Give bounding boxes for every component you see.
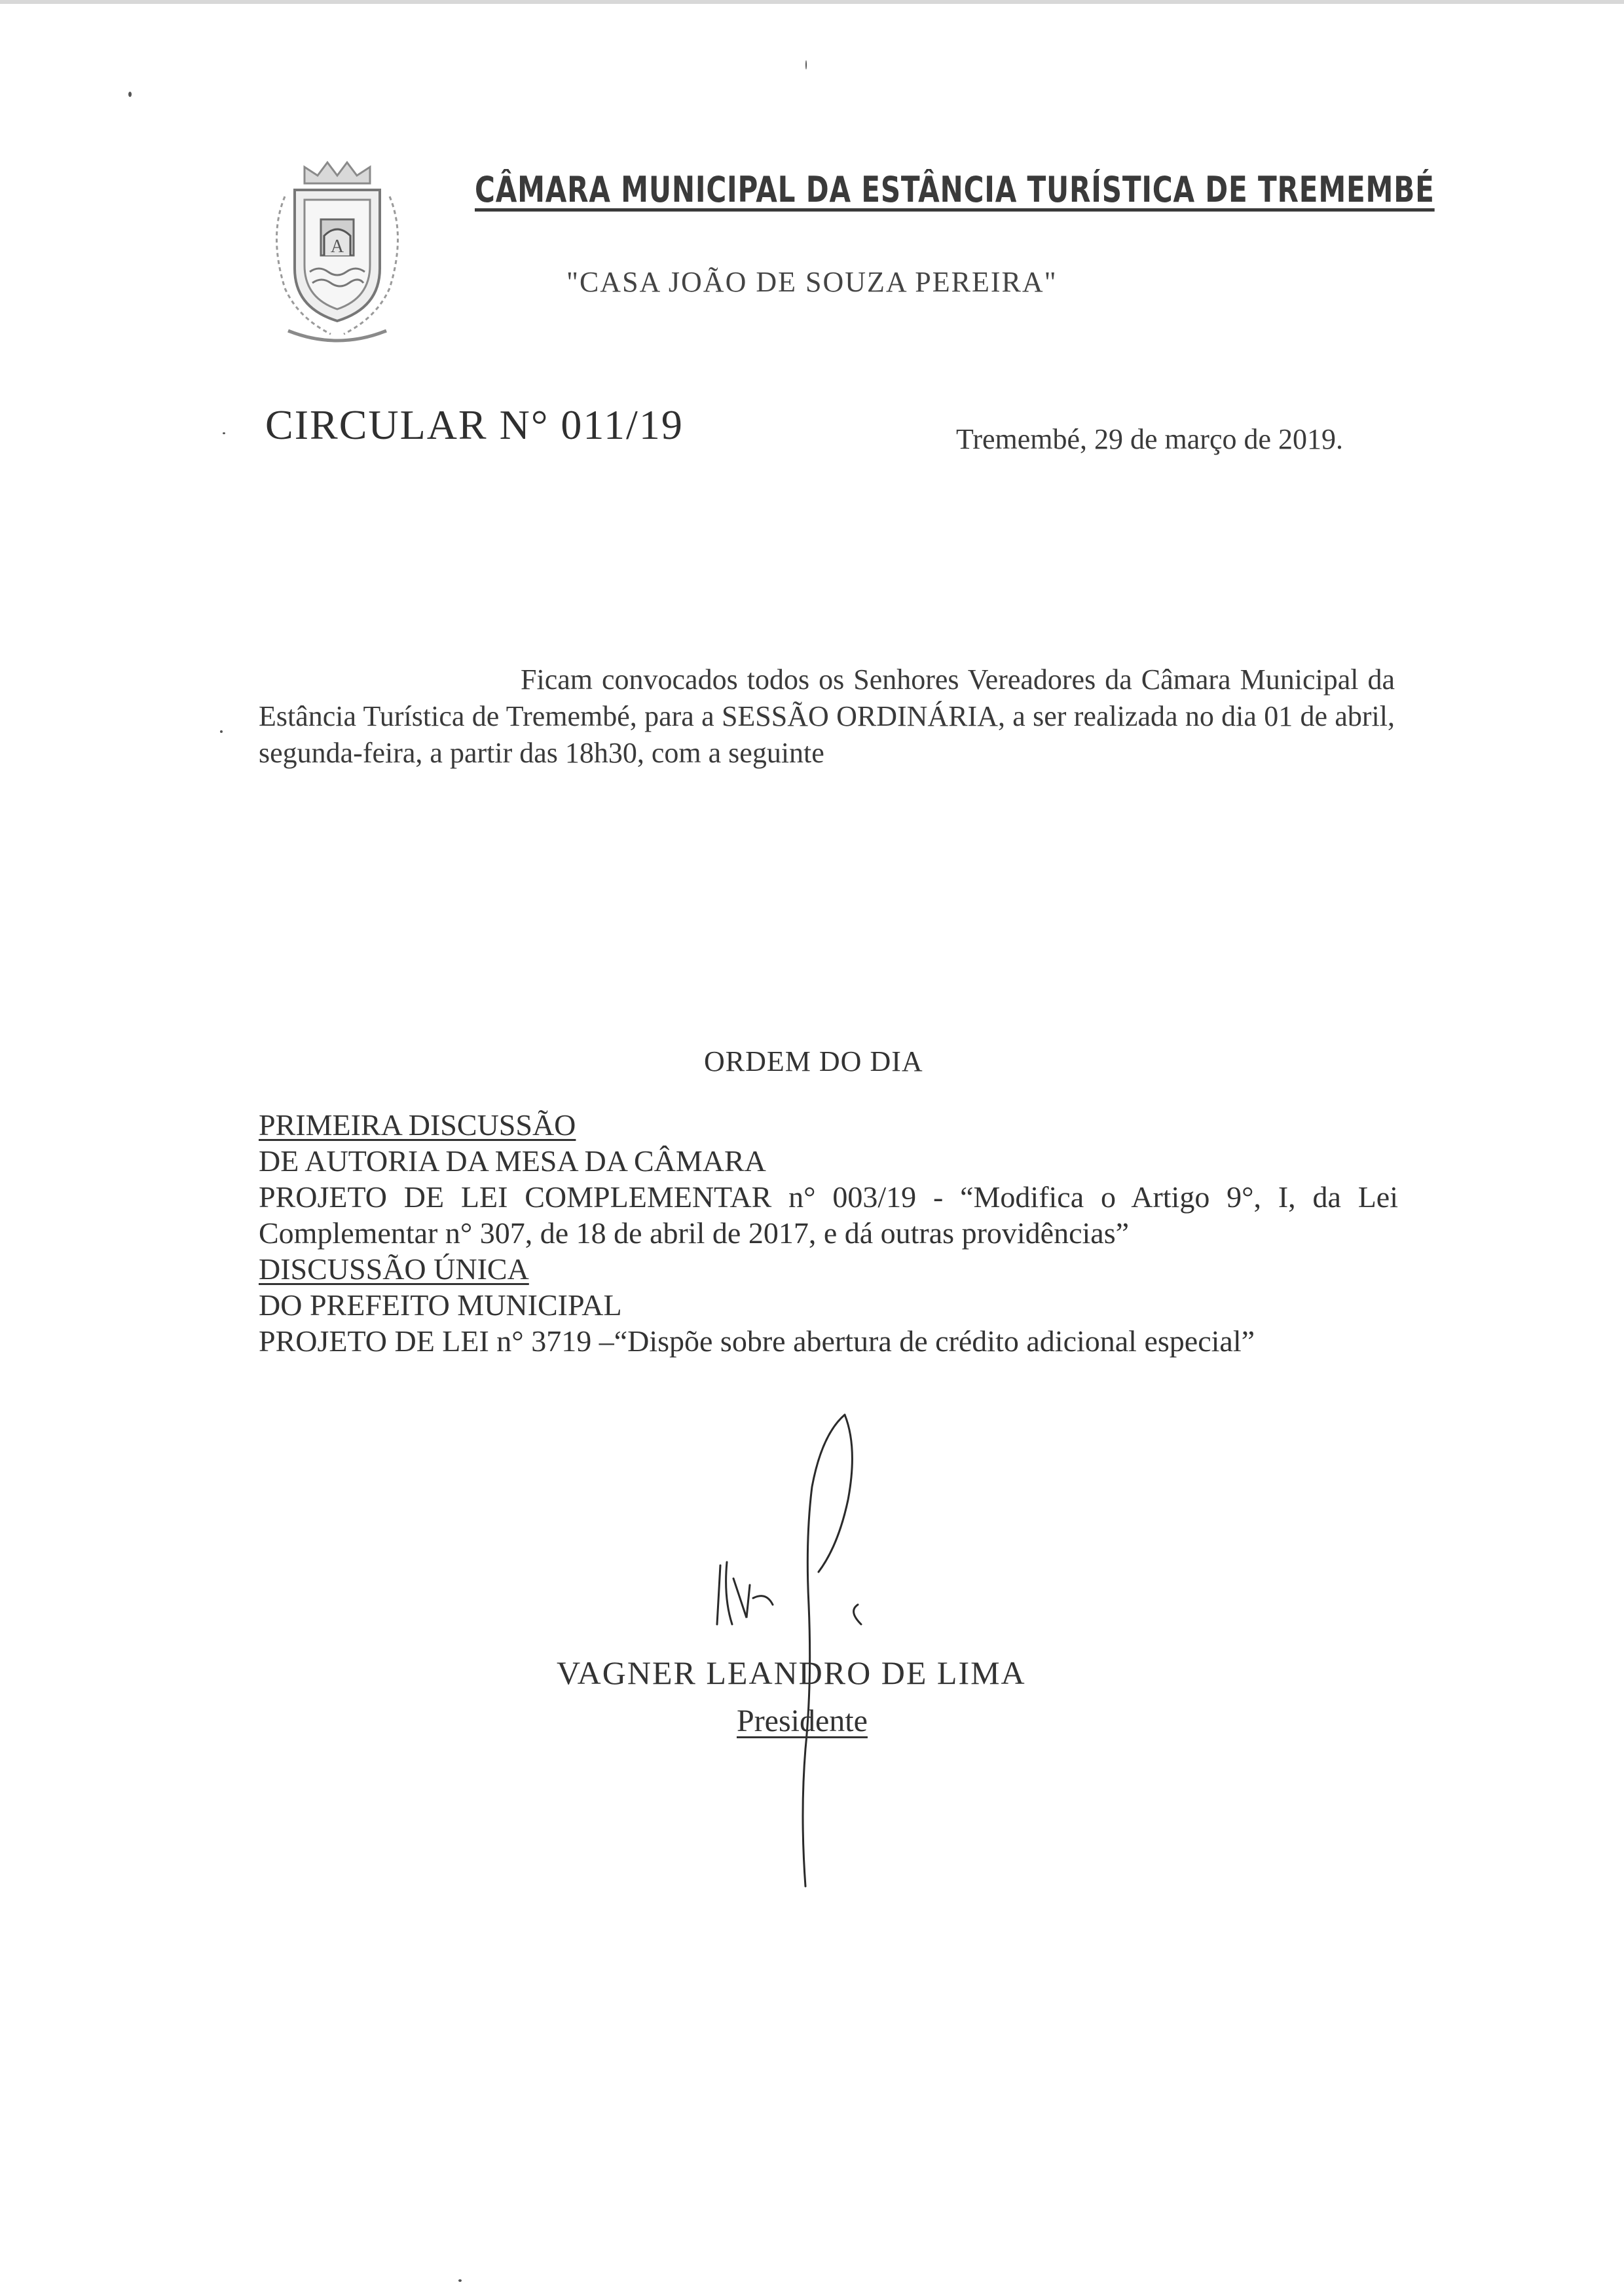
agenda-heading: ORDEM DO DIA	[704, 1045, 923, 1077]
agenda-item-author: DO PREFEITO MUNICIPAL	[259, 1288, 622, 1322]
signatory-name: VAGNER LEANDRO DE LIMA	[557, 1654, 1026, 1691]
agenda-list	[259, 1107, 1398, 1359]
agenda-item-text: PROJETO DE LEI COMPLEMENTAR n° 003/19 - “Modifica o Artigo 9°, I, da Lei Complementar n° 307, de 18 de abril de 2017, e dá outras providências”	[259, 1180, 1398, 1250]
document-date: Tremembé, 29 de março de 2019.	[956, 423, 1344, 455]
coat-of-arms-icon	[259, 157, 416, 354]
scan-edge	[0, 0, 1624, 4]
institution-title: CÂMARA MUNICIPAL DA ESTÂNCIA TURÍSTICA DE TREMEMBÉ	[475, 169, 1435, 210]
scan-speck	[128, 92, 132, 97]
scan-speck	[223, 432, 225, 434]
agenda-item-text: PROJETO DE LEI n° 3719 –“Dispõe sobre abertura de crédito adicional especial”	[259, 1324, 1255, 1358]
convocation-paragraph: Ficam convocados todos os Senhores Vereadores da Câmara Municipal da Estância Turística de Tremembé, para a SESSÃO ORDINÁRIA, a ser realizada no dia 01 de abril, segunda-feira, a partir das 18h30, com a seguinte	[259, 663, 1395, 769]
scan-speck	[220, 730, 223, 733]
agenda-section-title: PRIMEIRA DISCUSSÃO	[259, 1108, 576, 1142]
scan-speck	[805, 60, 807, 69]
handwritten-signature	[707, 1408, 891, 1893]
house-name: "CASA JOÃO DE SOUZA PEREIRA"	[566, 266, 1058, 298]
svg-text:A: A	[330, 236, 344, 257]
agenda-item-author: DE AUTORIA DA MESA DA CÂMARA	[259, 1144, 766, 1178]
circular-number: CIRCULAR N° 011/19	[265, 401, 684, 448]
scan-speck	[458, 2279, 462, 2282]
agenda-section-title: DISCUSSÃO ÚNICA	[259, 1252, 529, 1286]
signatory-role: Presidente	[737, 1704, 868, 1738]
